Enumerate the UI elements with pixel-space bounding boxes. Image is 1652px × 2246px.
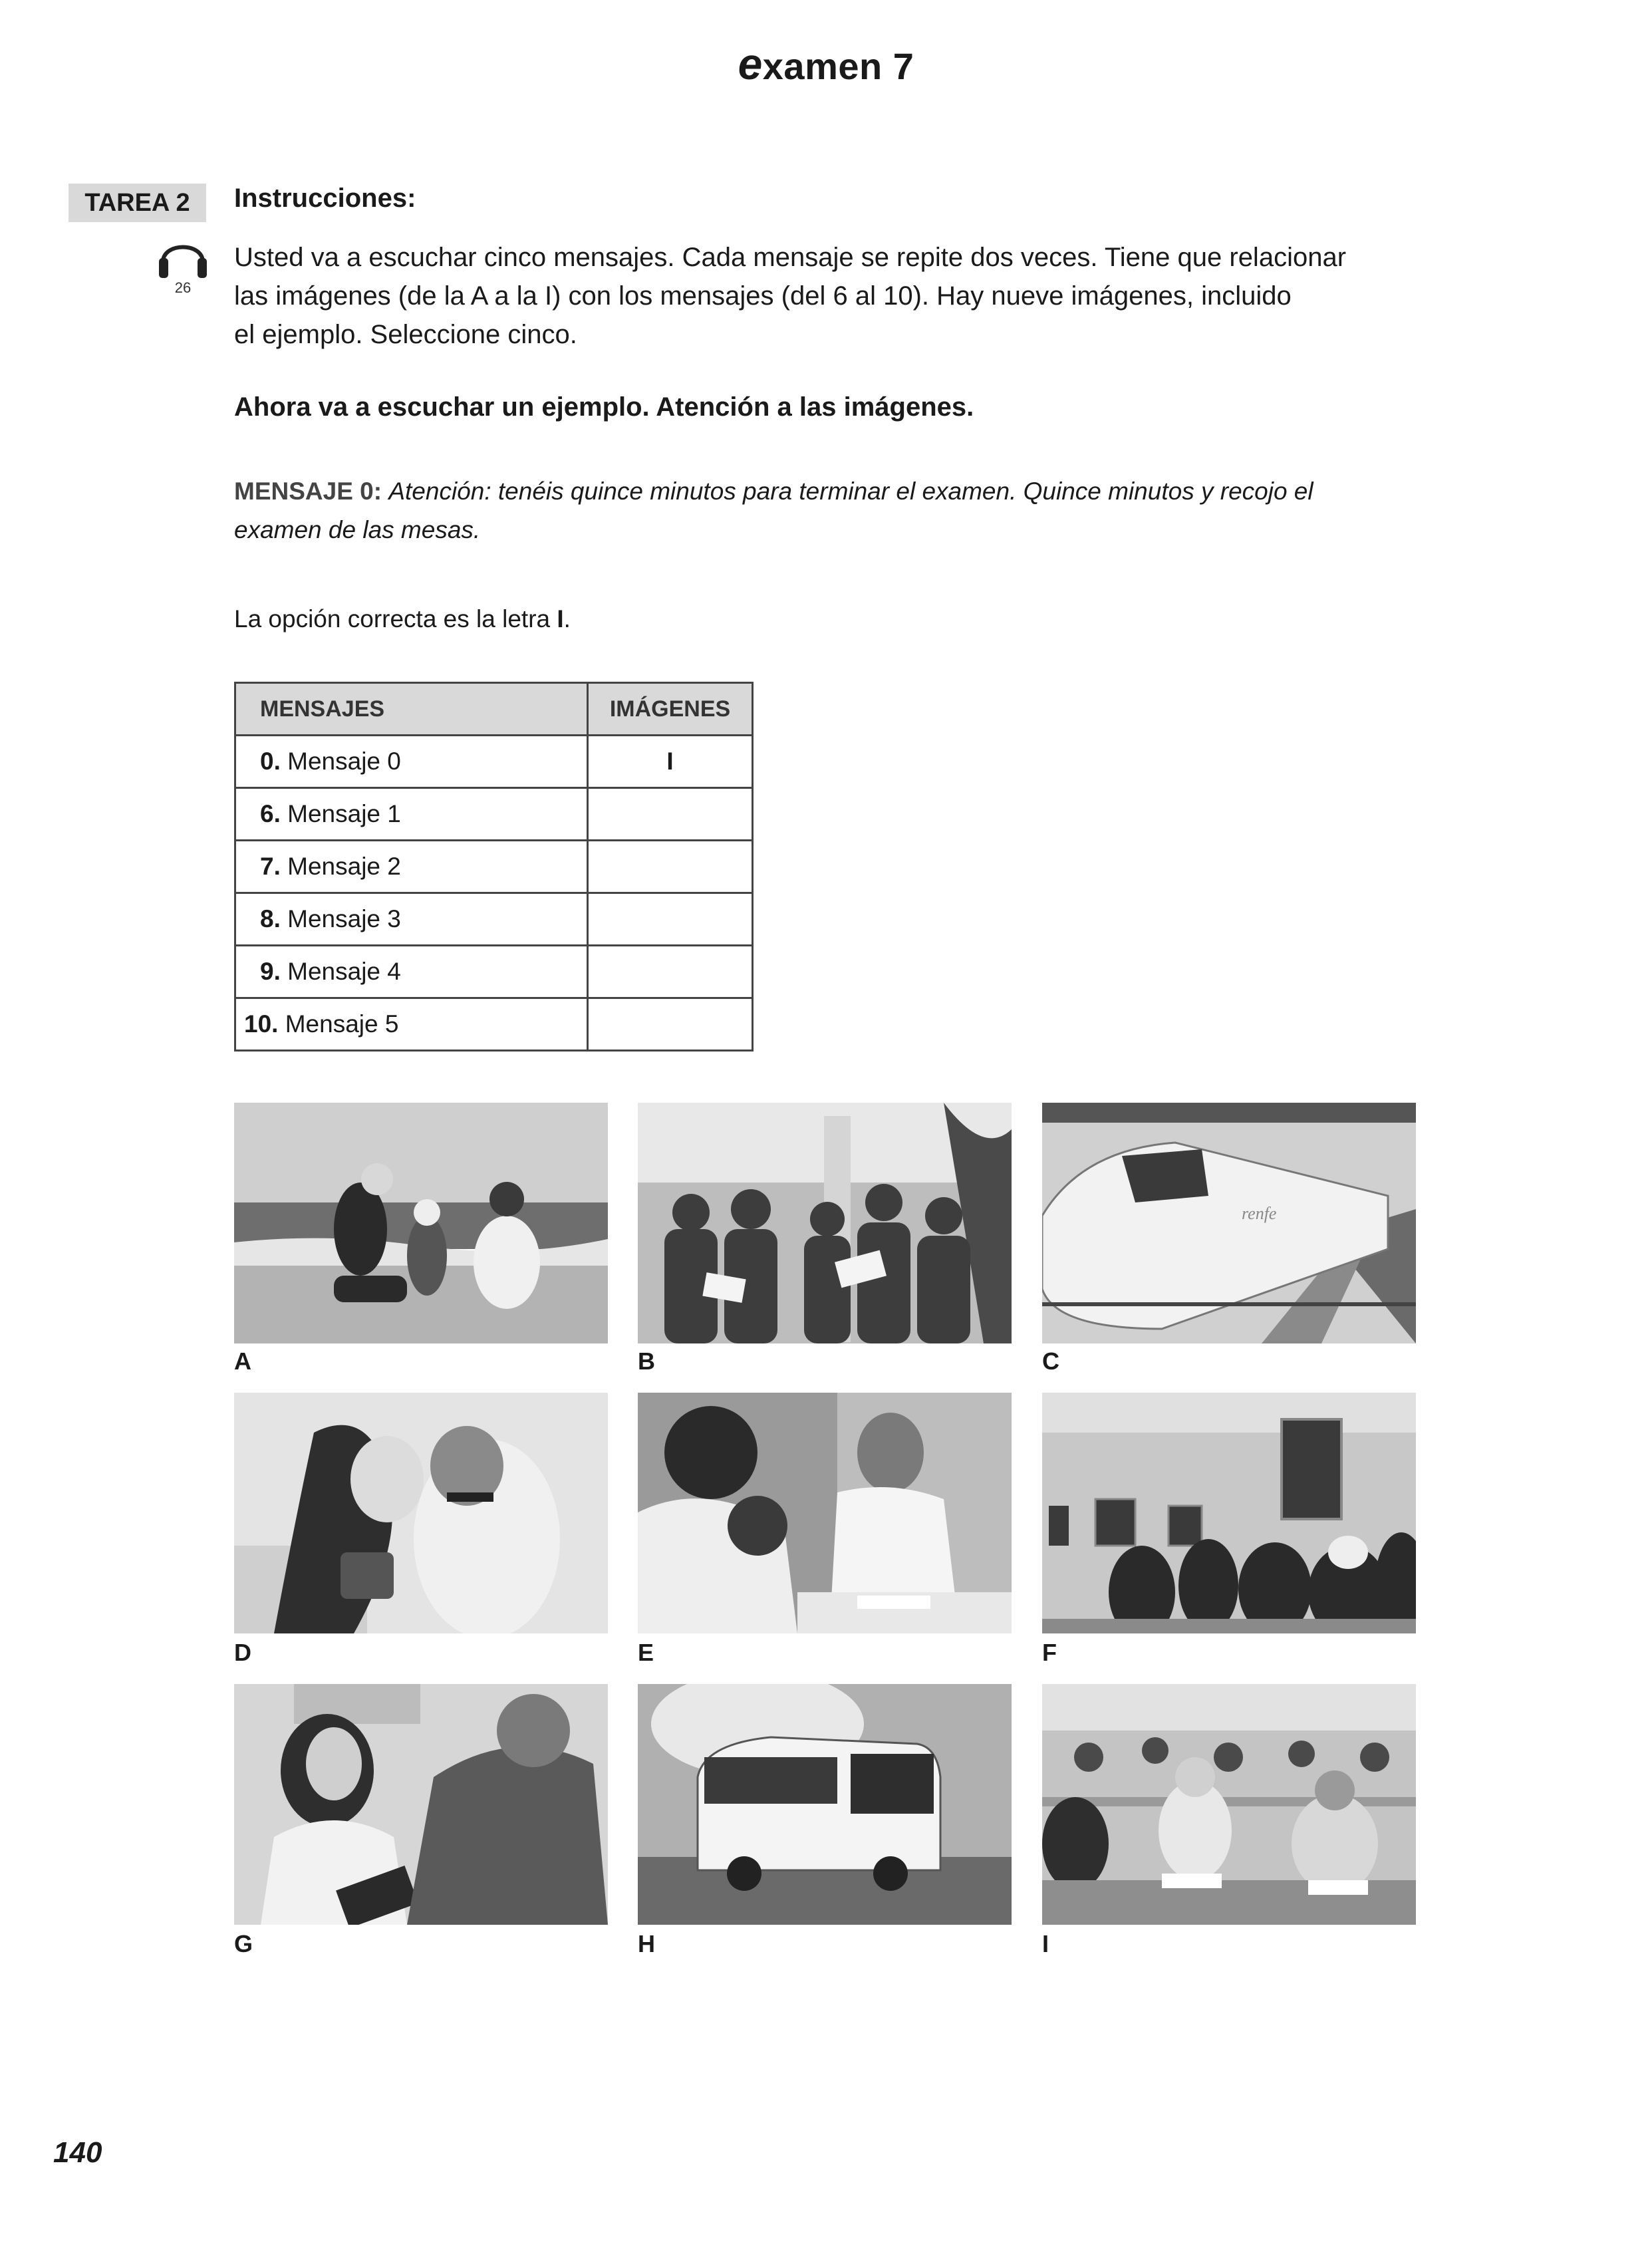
- column-header-imagenes: IMÁGENES: [588, 683, 753, 736]
- table-row: 7. Mensaje 2: [235, 841, 753, 893]
- page-number: 140: [53, 2136, 102, 2169]
- answer-table: [234, 682, 754, 1052]
- answer-cell[interactable]: [588, 788, 753, 841]
- answer-cell[interactable]: I: [588, 736, 753, 788]
- example-message: MENSAJE 0: Atención: tenéis quince minutos para terminar el examen. Quince minutos y recojo el examen de las mesas.: [234, 478, 1313, 543]
- svg-text:renfe: renfe: [1242, 1204, 1277, 1223]
- table-row: 10. Mensaje 5: [235, 998, 753, 1051]
- page-title: examen 7: [738, 39, 914, 88]
- example-intro: Ahora va a escuchar un ejemplo. Atención a las imágenes.: [234, 392, 974, 422]
- answer-cell[interactable]: [588, 998, 753, 1051]
- photo-c-train: [1042, 1103, 1416, 1343]
- instructions-heading: Instrucciones:: [234, 184, 416, 213]
- photo-label: I: [1042, 1930, 1049, 1957]
- photo-b-students: [638, 1103, 1012, 1343]
- photo-label: D: [234, 1639, 251, 1666]
- photo-i-exam: [1042, 1684, 1416, 1925]
- photo-g-interview: [234, 1684, 608, 1925]
- instructions-text: Usted va a escuchar cinco mensajes. Cada mensaje se repite dos veces. Tiene que relacionar las imágenes (de la A a la I) con los mensajes (del 6 al 10). Hay nueve imágenes, incluido el ejemplo. Seleccione cinco.: [234, 243, 1347, 349]
- photo-label: B: [638, 1347, 655, 1375]
- table-row: 9. Mensaje 4: [235, 946, 753, 998]
- photo-label: H: [638, 1930, 655, 1957]
- photo-e-doctor: [638, 1393, 1012, 1633]
- photo-label: E: [638, 1639, 654, 1666]
- photo-label: C: [1042, 1347, 1059, 1375]
- photo-h-bus: [638, 1684, 1012, 1925]
- headphones-icon: [155, 233, 211, 279]
- photo-label: G: [234, 1930, 253, 1957]
- audio-track-number: 26: [174, 279, 192, 296]
- photo-label: A: [234, 1347, 251, 1375]
- answer-cell[interactable]: [588, 841, 753, 893]
- answer-cell[interactable]: [588, 946, 753, 998]
- photo-a-beach: [234, 1103, 608, 1343]
- table-row: 8. Mensaje 3: [235, 893, 753, 946]
- table-row: 0. Mensaje 0 I: [235, 736, 753, 788]
- answer-cell[interactable]: [588, 893, 753, 946]
- example-answer: La opción correcta es la letra I.: [234, 605, 571, 632]
- photo-f-museum: [1042, 1393, 1416, 1633]
- photo-d-vet-dog: [234, 1393, 608, 1633]
- task-tag: TAREA 2: [69, 184, 206, 222]
- table-header-row: [235, 683, 753, 736]
- table-row: 6. Mensaje 1: [235, 788, 753, 841]
- column-header-mensajes: MENSAJES: [235, 683, 588, 736]
- photo-label: F: [1042, 1639, 1057, 1666]
